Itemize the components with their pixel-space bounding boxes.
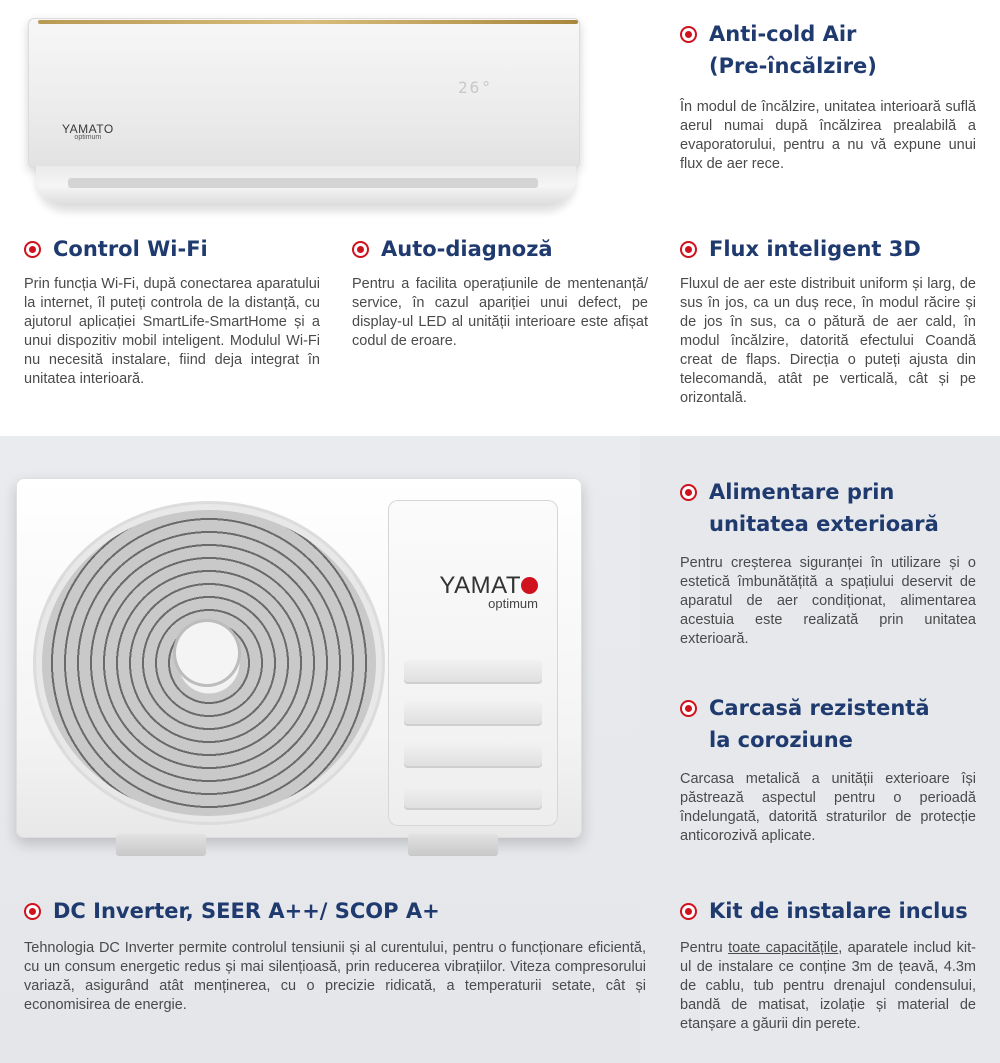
bullet-icon bbox=[680, 26, 697, 43]
bullet-icon bbox=[352, 241, 369, 258]
kit-title-text: Kit de instalare inclus bbox=[709, 899, 968, 923]
outdoor-unit-foot bbox=[116, 834, 206, 856]
indoor-unit-body bbox=[28, 18, 580, 168]
feature-inverter-title bbox=[24, 895, 646, 927]
wifi-title-text: Control Wi-Fi bbox=[53, 237, 208, 261]
feature-kit-title bbox=[680, 895, 976, 927]
feature-flux3d bbox=[680, 233, 976, 408]
anti-cold-title-line1: Anti-cold Air bbox=[709, 22, 857, 46]
feature-carcasa bbox=[680, 692, 976, 846]
inverter-title-text: DC Inverter, SEER A++/ SCOP A+ bbox=[53, 899, 440, 923]
indoor-brand-name: YAMATO bbox=[62, 122, 114, 136]
feature-wifi-text: Prin funcția Wi-Fi, după conectarea aparatului la internet, îl puteți controla de la distanță, cu ajutorul aplicației SmartLife-SmartHome și a unui dispozitiv mobil inteligent. Modulul Wi-Fi nu necesită instalare, fiind deja integrat în unitatea interioară. bbox=[24, 276, 320, 387]
feature-autodiag-text: Pentru a facilita operațiunile de mentenanță/ service, în cazul apariției unui defect, pe display-ul LED al unității interioare este afișat codul de eroare. bbox=[352, 276, 648, 349]
feature-alimentare-title bbox=[680, 476, 976, 540]
feature-wifi-title bbox=[24, 233, 320, 265]
feature-alimentare-text: Pentru creșterea siguranței în utilizare și o estetică îmbunătățită a spațiului deservit de aparatul de aer condiționat, alimentarea acestuia este realizată prin unitatea exterioară. bbox=[680, 555, 976, 647]
bullet-icon bbox=[680, 484, 697, 501]
outdoor-brand-name: YAMAT bbox=[414, 572, 538, 600]
alimentare-title-line1: Alimentare prin bbox=[709, 480, 895, 504]
bullet-icon bbox=[24, 903, 41, 920]
feature-flux3d-text: Fluxul de aer este distribuit uniform și larg, de sus în jos, ca un duș rece, în modul răcire și de jos în sus, ca o pătură de aer cald, în modul încălzire, datorită efectului Coandă creat de flaps. Direcția o puteți ajusta din telecomandă, atât pe verticală, cât și pe orizontală. bbox=[680, 276, 976, 406]
kit-text-after: , aparatele includ kit-ul de instalare ce conține 3m de țeavă, 4.3m de cablu, tub pentru drenajul condensului, bandă de matisat, izolație și material de etanșare a găurii din perete. bbox=[680, 940, 977, 1032]
carcasa-title-line2: la coroziune bbox=[709, 728, 853, 752]
kit-text-before: Pentru bbox=[680, 940, 729, 956]
indoor-brand-sub: optimum bbox=[74, 134, 102, 141]
outdoor-unit-louver bbox=[404, 702, 542, 726]
outdoor-unit-louver bbox=[404, 660, 542, 684]
feature-flux3d-title bbox=[680, 233, 976, 265]
outdoor-unit-fan-hub bbox=[176, 622, 238, 684]
autodiag-title-text: Auto-diagnoză bbox=[381, 237, 553, 261]
bullet-icon bbox=[680, 241, 697, 258]
feature-alimentare bbox=[680, 476, 976, 649]
feature-kit bbox=[680, 895, 976, 1034]
feature-anti-cold-title bbox=[680, 18, 976, 82]
flux3d-title-text: Flux inteligent 3D bbox=[709, 237, 921, 261]
feature-wifi bbox=[24, 233, 320, 389]
feature-anti-cold-text: În modul de încălzire, unitatea interioară suflă aerul numai după încălzirea prealabilă a evaporatorului, pentru a nu vă expune unui flux de aer rece. bbox=[680, 99, 976, 172]
bullet-icon bbox=[680, 700, 697, 717]
indoor-unit-display: 26° bbox=[458, 78, 493, 97]
indoor-unit-vent bbox=[68, 178, 538, 188]
bullet-icon bbox=[24, 241, 41, 258]
anti-cold-title-line2: (Pre-încălzire) bbox=[709, 54, 877, 78]
feature-carcasa-text: Carcasa metalică a unității exterioare își păstrează aspectul pentru o perioadă îndelungată, datorită straturilor de protecție anticorozivă aplicate. bbox=[680, 771, 976, 844]
kit-capacities-link[interactable]: toate capacitățile bbox=[728, 940, 839, 956]
logo-dot-icon bbox=[521, 577, 538, 594]
outdoor-unit-foot bbox=[408, 834, 498, 856]
feature-autodiag-title bbox=[352, 233, 648, 265]
carcasa-title-line1: Carcasă rezistentă bbox=[709, 696, 930, 720]
feature-kit-text bbox=[680, 939, 976, 1034]
outdoor-unit-louver bbox=[404, 786, 542, 810]
feature-autodiag bbox=[352, 233, 648, 351]
feature-anti-cold bbox=[680, 18, 976, 174]
feature-inverter-text: Tehnologia DC Inverter permite controlul tensiunii și al curentului, pentru o funcționare eficientă, cu un consum energetic redus și mai silențioasă, prin reducerea vibrațiilor. Viteza compresorului variază, asigurând atât menținerea, cu o precizie ridicată, a temperaturii setate, cât și economisirea de energie. bbox=[24, 940, 646, 1013]
indoor-unit-image bbox=[28, 18, 580, 196]
outdoor-unit-logo bbox=[414, 572, 538, 611]
outdoor-brand-sub: optimum bbox=[488, 596, 538, 611]
outdoor-unit-image bbox=[16, 478, 586, 868]
indoor-unit-gold-trim bbox=[38, 20, 578, 24]
indoor-unit-logo bbox=[62, 122, 114, 141]
feature-inverter bbox=[24, 895, 646, 1015]
alimentare-title-line2: unitatea exterioară bbox=[709, 512, 939, 536]
bullet-icon bbox=[680, 903, 697, 920]
feature-carcasa-title bbox=[680, 692, 976, 756]
outdoor-unit-louver bbox=[404, 744, 542, 768]
